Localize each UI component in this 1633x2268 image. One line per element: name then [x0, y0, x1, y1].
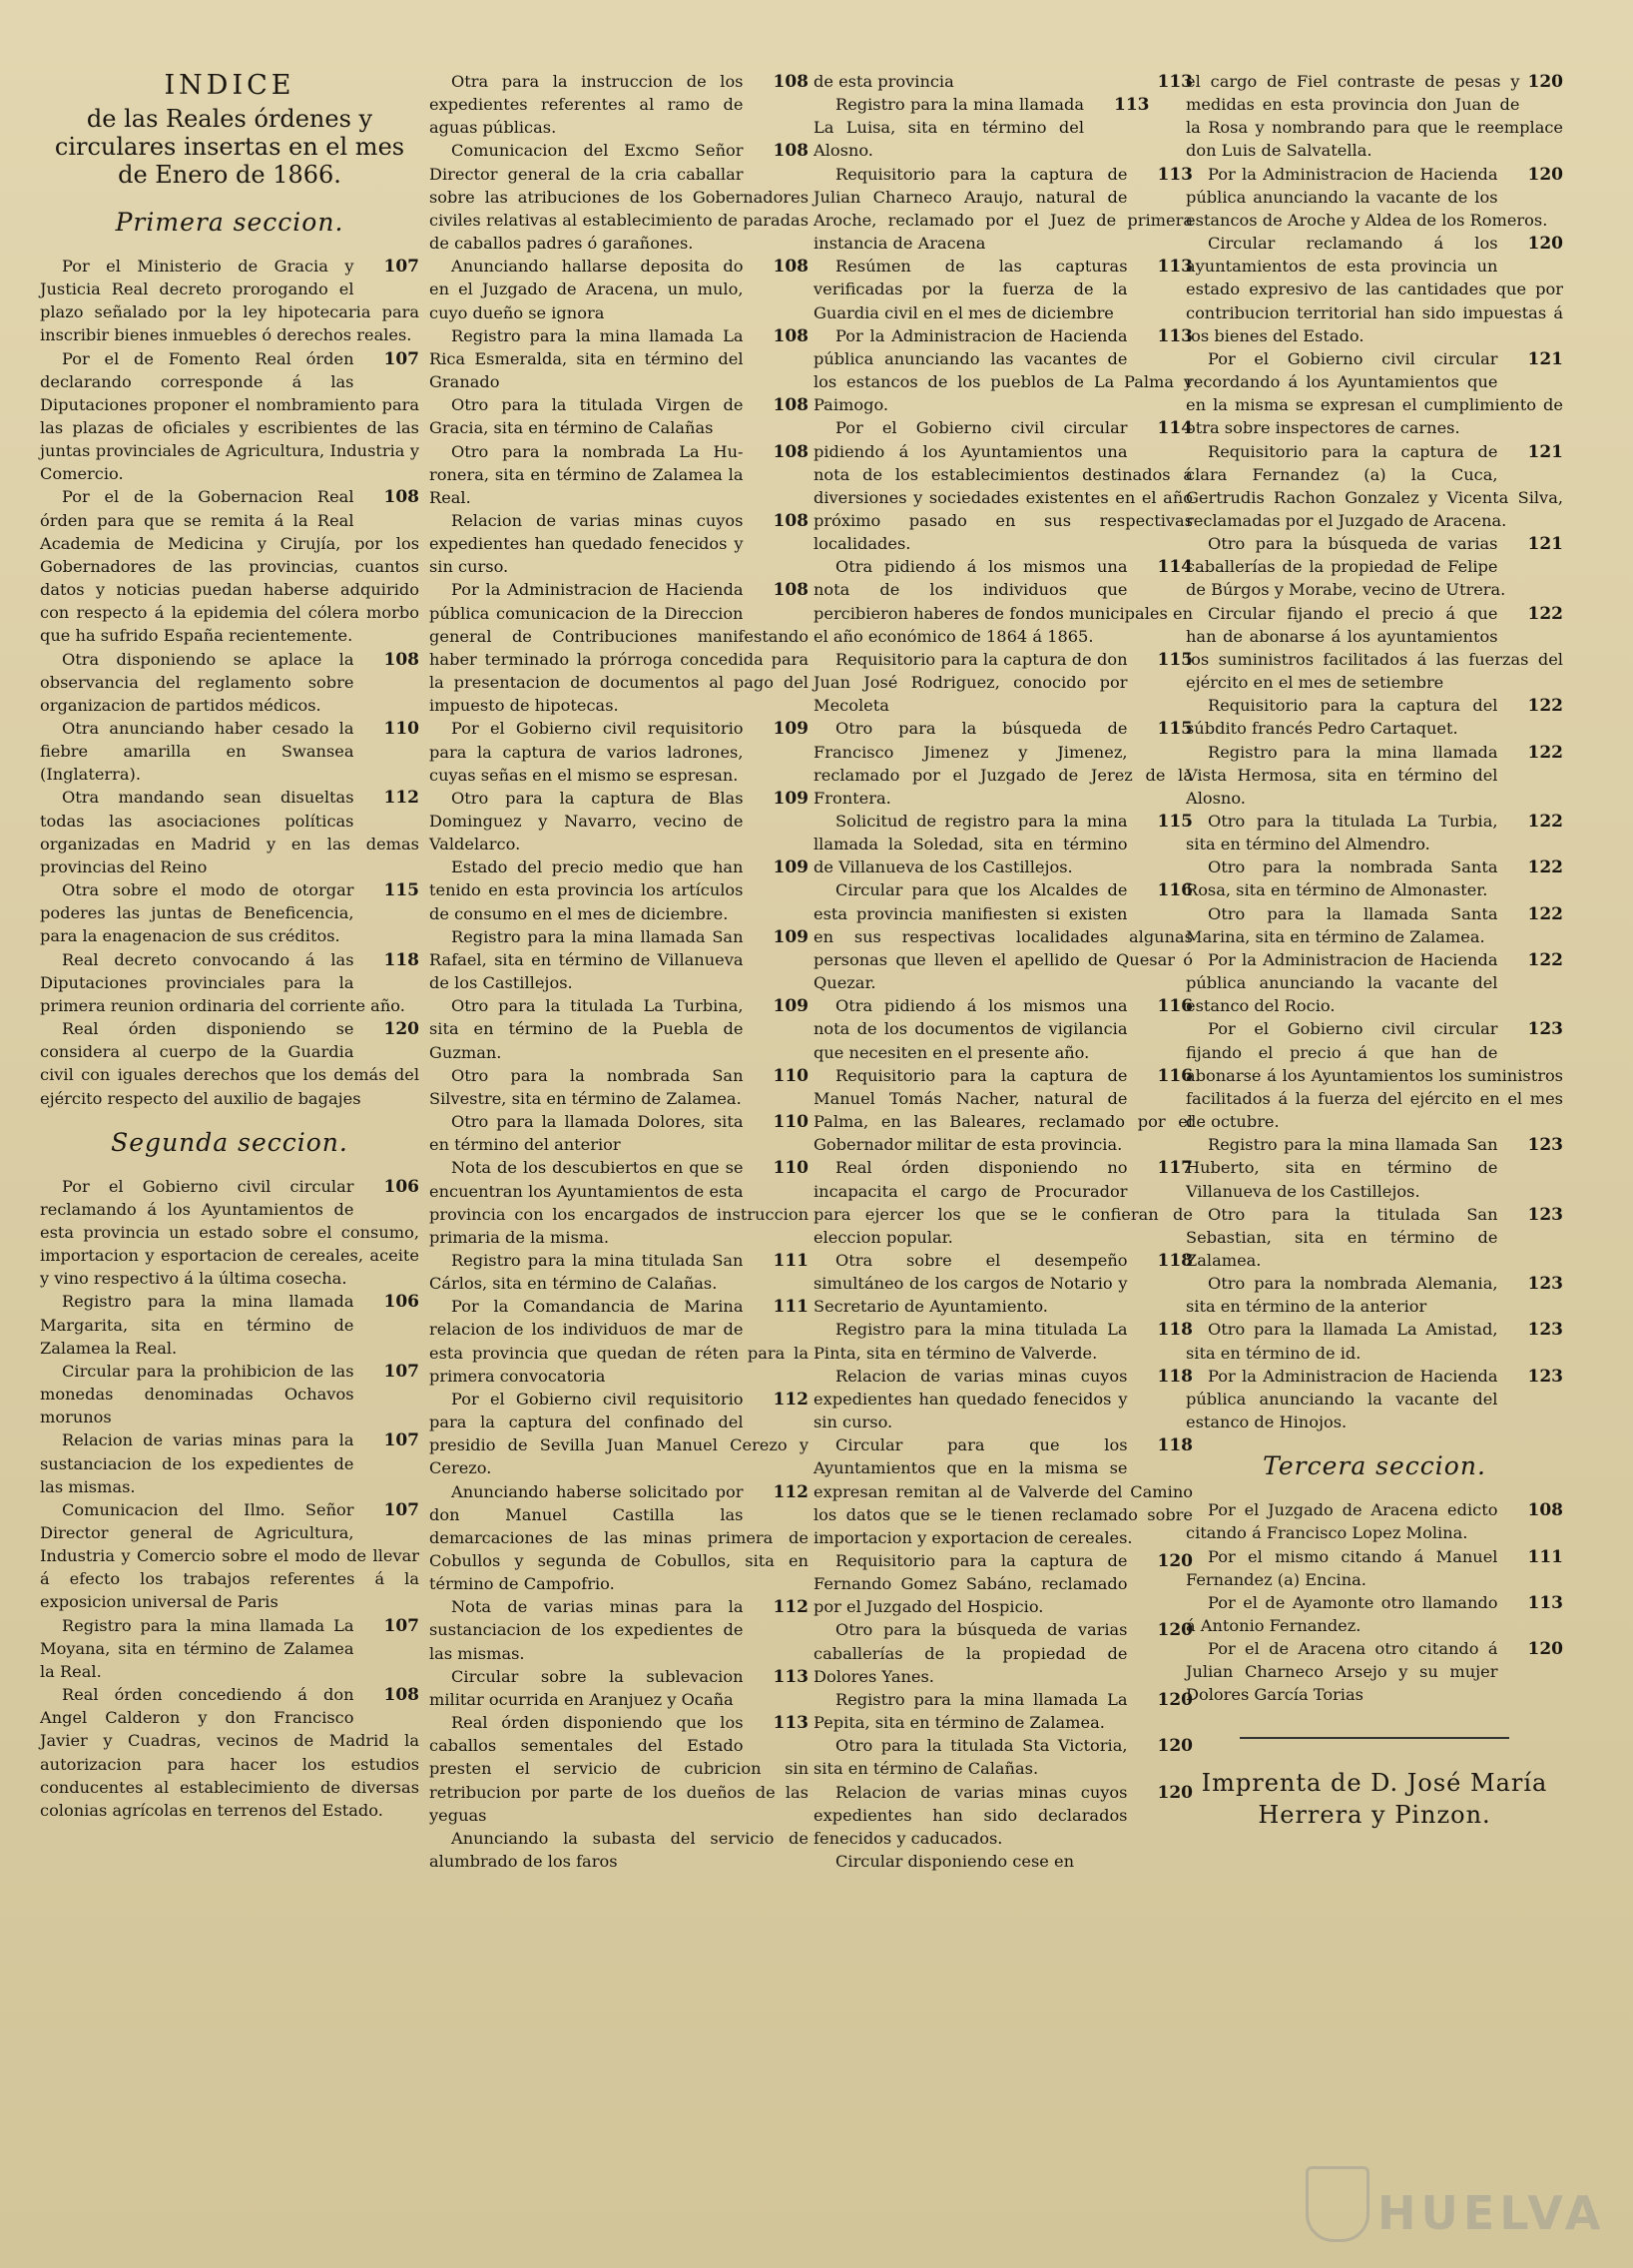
imprint: [1186, 1767, 1563, 1832]
entry-text: Por la Administracion de Hacienda pública anunciando la vacante del estanco del Rocio.: [1186, 949, 1498, 1016]
index-entry: [429, 1480, 809, 1596]
entry-text: Por el de Ayamonte otro llamando á Antonio Fernandez.: [1186, 1592, 1498, 1635]
entry-text: Por la Administracion de Hacienda pública anunciando las vacantes de los estancos de los pueblos de La Palma y Paimogo.: [814, 325, 1193, 415]
index-entry: [1186, 1637, 1563, 1706]
archive-watermark: [1306, 2158, 1605, 2248]
index-entry: [429, 1249, 809, 1295]
page-number: 114: [1157, 557, 1193, 578]
page-number: 110: [773, 1112, 809, 1133]
index-entry: [1186, 810, 1563, 855]
entry-text: Otro para la titulada La Turbia, sita en término del Almendro.: [1186, 812, 1498, 854]
index-entry: [40, 1360, 419, 1428]
page-number: 108: [773, 395, 809, 416]
page-number: 106: [383, 1176, 419, 1197]
entry-text: Otro para la búsqueda de Francisco Jimenez y Jimenez, reclamado por el Juzgado de Jerez de la Frontera.: [814, 719, 1193, 808]
page-number: 120: [1527, 72, 1563, 92]
entry-text: Otra para la instruccion de los expedientes referentes al ramo de aguas públicas.: [429, 72, 744, 138]
index-entry: [1186, 1318, 1563, 1364]
index-entry: [1186, 694, 1563, 740]
page-number: 115: [1157, 649, 1193, 670]
page-number: 114: [1157, 418, 1193, 439]
page-number: 122: [1527, 603, 1563, 624]
entry-text: Por el de Fomento Real órden declarando corresponde á las Diputaciones proponer el nombramiento para las plazas de oficiales y escribientes de las juntas provinciales de Agricultura, Industria y Comercio.: [40, 348, 419, 484]
entry-text: Por la Administracion de Hacienda pública comunicacion de la Direccion general de Contribuciones manifestando haber terminado la prórroga concedida para la presentacion de documentos al pago del impuesto de hipotecas.: [429, 580, 809, 716]
page-number: 122: [1527, 812, 1563, 832]
index-entry: [1186, 741, 1563, 810]
entry-text: Otro para la llamada Santa Marina, sita en término de Zalamea.: [1186, 903, 1498, 946]
index-subtitle: de las Reales órdenes y circulares insertas en el mes de Enero de 1866.: [54, 105, 405, 190]
page-number: 109: [773, 926, 809, 947]
entry-text: Por el Gobierno civil circular pidiendo á los Ayuntamientos una nota de los establecimientos destinados á diversiones y sociedades existentes en el año próximo pasado en sus respectivas localidades.: [814, 418, 1193, 554]
page-number: 109: [773, 788, 809, 809]
page-number: 122: [1527, 949, 1563, 970]
entry-text: el cargo de Fiel contraste de pesas y medidas en esta provincia don Juan de la Rosa y nombrando para que le reemplace don Luis de Salvatella.: [1186, 72, 1563, 161]
entry-text: Nota de los descubiertos en que se encuentran los Ayuntamientos de esta provincia con los encargados de instruccion primaria de la misma.: [429, 1158, 809, 1247]
entry-list-second: [40, 1175, 419, 1822]
page-number: 113: [1157, 72, 1193, 92]
page-number: 122: [1527, 857, 1563, 878]
section-title-second: Segunda seccion.: [111, 1127, 348, 1157]
page-number: 121: [1527, 534, 1563, 555]
entry-text: Otra sobre el modo de otorgar poderes las juntas de Beneficencia, para la enagenacion de sus créditos.: [40, 880, 354, 946]
index-entry: [814, 1156, 1193, 1249]
entry-list-third: [1186, 1498, 1563, 1706]
entry-text: Registro para la mina llamada Vista Hermosa, sita en término del Alosno.: [1186, 742, 1498, 808]
page-number: 112: [773, 1481, 809, 1502]
index-entry: [429, 1295, 809, 1388]
page-number: 109: [773, 996, 809, 1017]
index-entry: [814, 1433, 1193, 1549]
index-entry: [40, 347, 419, 486]
index-entry: [814, 1734, 1193, 1780]
page-number: 121: [1527, 348, 1563, 369]
index-entry: [1186, 902, 1563, 948]
entry-text: Otro para la titulada San Sebastian, sita en término de Zalamea.: [1186, 1204, 1498, 1270]
entry-text: Nota de varias minas para la sustanciacion de los expedientes de las mismas.: [429, 1597, 744, 1663]
page-number: 110: [773, 1158, 809, 1179]
entry-text: Por el de la Gobernacion Real órden para que se remita á la Real Academia de Medicina y Cirujía, por los Gobernadores de las provincias, cuantos datos y noticias puedan haberse adquirido con respecto á la epidemia del cólera morbo que ha sufrido España recientemente.: [40, 487, 419, 646]
entry-text: Anunciando la subasta del servicio de alumbrado de los faros: [429, 1828, 809, 1872]
entry-text: Circular disponiendo cese en: [835, 1852, 1075, 1872]
entry-text: Por la Administracion de Hacienda pública anunciando la vacante del estanco de Hinojos.: [1186, 1366, 1498, 1432]
index-entry: [814, 255, 1193, 323]
index-entry: [1186, 1365, 1563, 1433]
entry-text: Por el Gobierno civil circular reclamando á los Ayuntamientos de esta provincia un estado sobre el consumo, importacion y esportacion de cereales, aceite y vino respectivo á la última cosecha.: [40, 1176, 419, 1289]
index-entry: [429, 393, 809, 439]
entry-text: Circular reclamando á los ayuntamientos de esta provincia un estado expresivo de las cantidades que por contribucion territorial han sido impuestas á los bienes del Estado.: [1186, 234, 1563, 345]
page-number: 107: [383, 256, 419, 277]
index-entry: [429, 994, 809, 1063]
entry-text: Circular sobre la sublevacion militar ocurrida en Aranjuez y Ocaña: [429, 1666, 744, 1709]
entry-text: Estado del precio medio que han tenido en esta provincia los artículos de consumo en el mes de diciembre.: [429, 857, 744, 923]
page-number: 107: [383, 1615, 419, 1636]
index-entry: [429, 440, 809, 509]
entry-text: Otra disponiendo se aplace la observancia del reglamento sobre organizacion de partidos médicos.: [40, 649, 354, 715]
page-number: 122: [1527, 742, 1563, 763]
index-entry: [814, 1850, 1193, 1873]
index-entry: [1186, 347, 1563, 440]
page-number: 120: [1527, 1639, 1563, 1660]
page-number: 123: [1527, 1274, 1563, 1295]
page-number: 120: [1157, 1736, 1193, 1757]
page-number: 116: [1157, 1065, 1193, 1086]
entry-text: Por el Juzgado de Aracena edicto citando á Francisco Lopez Molina.: [1186, 1500, 1498, 1543]
index-entry: [1186, 602, 1563, 695]
column-1: [40, 70, 419, 1822]
page-number: 107: [383, 1499, 419, 1520]
index-entry: [814, 70, 1193, 93]
page-number: 112: [773, 1389, 809, 1410]
index-entry: [814, 93, 1193, 162]
entry-text: Por el Gobierno civil circular fijando el precio á que han de abonarse á los Ayuntamientos los suministros facilitados á la fuerza del ejército en el mes de octubre.: [1186, 1019, 1563, 1132]
column-3: [814, 70, 1193, 1873]
index-entry: [1186, 1017, 1563, 1133]
watermark-text: HUELVA: [1377, 2186, 1606, 2240]
page-number: 111: [773, 1297, 809, 1318]
entry-text: Anunciando hallarse deposita do en el Juzgado de Aracena, un mulo, cuyo dueño se ignora: [429, 257, 744, 322]
entry-text: Registro para la mina llamada La Luisa, sita en término del Alosno.: [814, 95, 1084, 161]
index-entry: [1186, 532, 1563, 601]
entry-text: Otro para la titulada Virgen de Gracia, sita en término de Calañas: [429, 395, 744, 438]
index-entry: [814, 163, 1193, 256]
section-title-first: Primera seccion.: [115, 207, 344, 237]
page-number: 108: [383, 1685, 419, 1706]
page-number: 108: [773, 510, 809, 531]
page-number: 111: [773, 1250, 809, 1271]
page-number: 123: [1527, 1019, 1563, 1040]
index-entry: [429, 1595, 809, 1664]
entry-list-col3: [814, 70, 1193, 1873]
page-number: 108: [383, 649, 419, 670]
index-entry: [40, 1017, 419, 1110]
index-entry: [814, 1549, 1193, 1618]
index-entry: [814, 324, 1193, 417]
page-number: 113: [773, 1666, 809, 1687]
section-title-third: Tercera seccion.: [1263, 1451, 1486, 1481]
index-entry: [429, 1064, 809, 1110]
index-entry: [814, 878, 1193, 994]
index-entry: [814, 1318, 1193, 1364]
index-entry: [1186, 1272, 1563, 1318]
index-entry: [1186, 1591, 1563, 1637]
page-number: 120: [1157, 1620, 1193, 1641]
column-4: [1186, 70, 1563, 1831]
column-2: [429, 70, 809, 1873]
entry-text: Comunicacion del Ilmo. Señor Director general de Agricultura, Industria y Comercio sobre el modo de llevar á efecto los trabajos referentes á la exposicion universal de Paris: [40, 1499, 419, 1612]
index-entry: [40, 1498, 419, 1614]
entry-text: Por el Gobierno civil requisitorio para la captura de varios ladrones, cuyas señas en el mismo se espresan.: [429, 719, 744, 785]
index-entry: [1186, 1545, 1563, 1591]
entry-text: Otra pidiendo á los mismos una nota de los documentos de vigilancia que necesiten en el presente año.: [814, 996, 1128, 1062]
page-number: 108: [1527, 1500, 1563, 1521]
page-number: 123: [1527, 1204, 1563, 1225]
entry-text: Requisitorio para la captura de clara Fernandez (a) la Cuca, Gertrudis Rachon Gonzalez y Vicenta Silva, reclamadas por el Juzgado de Aracena.: [1186, 441, 1563, 530]
index-entry: [429, 1156, 809, 1249]
index-entry: [40, 1290, 419, 1359]
page-number: 110: [773, 1065, 809, 1086]
page-number: 122: [1527, 696, 1563, 717]
imprint-line-2: Herrera y Pinzon.: [1258, 1801, 1491, 1830]
index-entry: [40, 786, 419, 878]
page-number: 116: [1157, 996, 1193, 1017]
index-entry: [429, 578, 809, 717]
page-number: 116: [1157, 880, 1193, 901]
entry-text: Otra pidiendo á los mismos una nota de los individuos que percibieron haberes de fondos municipales en el año económico de 1864 á 1865.: [814, 557, 1193, 646]
entry-text: Otra sobre el desempeño simultáneo de los cargos de Notario y Secretario de Ayuntamiento.: [814, 1250, 1128, 1317]
entry-text: Relacion de varias minas cuyos expedientes han quedado fenecidos y sin curso.: [814, 1366, 1128, 1432]
index-entry: [40, 255, 419, 347]
entry-text: Por el Gobierno civil requisitorio para la captura del confinado del presidio de Sevilla Juan Manuel Cerezo y Cerezo.: [429, 1389, 809, 1478]
page-number: 120: [1527, 234, 1563, 255]
entry-text: Circular para que los Alcaldes de esta provincia manifiesten si existen en sus respectivas localidades algunas personas que lleven el apellido de Quesar ó Quezar.: [814, 880, 1193, 993]
index-entry: [40, 648, 419, 717]
index-entry: [814, 717, 1193, 810]
page-number: 112: [383, 788, 419, 809]
index-entry: [814, 648, 1193, 717]
index-entry: [40, 1683, 419, 1822]
index-entry: [429, 787, 809, 855]
entry-text: Relacion de varias minas cuyos expedientes han quedado fenecidos y sin curso.: [429, 510, 744, 577]
entry-text: Por el Ministerio de Gracia y Justicia Real decreto prorogando el plazo señalado por la ley hipotecaria para inscribir bienes inmuebles ó derechos reales.: [40, 256, 419, 345]
index-entry: [1186, 855, 1563, 901]
entry-text: Registro para la mina llamada La Pepita, sita en término de Zalamea.: [814, 1689, 1128, 1733]
entry-text: Circular fijando el precio á que han de abonarse á los ayuntamientos los suministros facilitados á las fuerzas del ejército en el mes de setiembre: [1186, 603, 1563, 693]
index-entry: [429, 855, 809, 924]
page-number: 108: [773, 325, 809, 346]
page-number: 106: [383, 1292, 419, 1313]
index-entry: [1186, 948, 1563, 1017]
entry-text: Resúmen de las capturas verificadas por la fuerza de la Guardia civil en el mes de diciembre: [814, 257, 1128, 322]
page-number: 121: [1527, 441, 1563, 462]
entry-list-first: [40, 255, 419, 1110]
index-entry: [40, 948, 419, 1017]
page-number: 118: [1157, 1250, 1193, 1271]
page-number: 120: [1157, 1782, 1193, 1803]
entry-text: Por el de Aracena otro citando á Julian Charneco Arsejo y su mujer Dolores García Torias: [1186, 1639, 1498, 1705]
entry-text: Registro para la mina llamada Margarita, sita en término de Zalamea la Real.: [40, 1292, 354, 1358]
page-number: 107: [383, 1430, 419, 1451]
page-number: 107: [383, 1361, 419, 1382]
entry-text: Registro para la mina llamada San Rafael, sita en término de Villanueva de los Castillejos.: [429, 926, 744, 993]
entry-text: Otro para la búsqueda de varias caballerías de la propiedad de Dolores Yanes.: [814, 1620, 1128, 1686]
index-entry: [1186, 1203, 1563, 1272]
page-number: 113: [1114, 95, 1150, 116]
index-title: INDICE: [164, 70, 295, 101]
index-entry: [429, 70, 809, 139]
page-number: 108: [773, 580, 809, 601]
page-number: 118: [1157, 1366, 1193, 1387]
entry-text: Otro para la llamada La Amistad, sita en término de id.: [1186, 1320, 1498, 1363]
entry-text: Requisitorio para la captura de Manuel Tomás Nacher, natural de Palma, en las Baleares, reclamado por el Gobernador militar de esta provincia.: [814, 1065, 1193, 1155]
entry-text: Registro para la mina llamada San Huberto, sita en término de Villanueva de los Castillejos.: [1186, 1135, 1498, 1201]
index-entry: [40, 878, 419, 947]
entry-text: de esta provincia: [814, 72, 954, 91]
page-number: 123: [1527, 1320, 1563, 1341]
entry-text: Otra anunciando haber cesado la fiebre amarilla en Swansea (Inglaterra).: [40, 719, 354, 785]
index-entry: [814, 810, 1193, 878]
index-entry: [40, 717, 419, 786]
page-number: 115: [1157, 719, 1193, 740]
index-entry: [814, 1064, 1193, 1157]
entry-text: Por el Gobierno civil circular recordando á los Ayuntamientos que en la misma se expresan el cumplimiento de otra sobre inspectores de carnes.: [1186, 348, 1563, 438]
entry-text: Real decreto convocando á las Diputaciones provinciales para la primera reunion ordinaria del corriente año.: [40, 949, 405, 1015]
page-number: 120: [1157, 1689, 1193, 1710]
entry-text: Anunciando haberse solicitado por don Manuel Castilla las demarcaciones de las minas primera de Cobullos y segunda de Cobullos, sita en término de Campofrio.: [429, 1481, 809, 1594]
entry-text: Circular para la prohibicion de las monedas denominadas Ochavos morunos: [40, 1361, 354, 1427]
page-number: 111: [1527, 1546, 1563, 1567]
entry-text: Otro para la titulada La Turbina, sita en término de la Puebla de Guzman.: [429, 996, 744, 1062]
entry-text: Por la Comandancia de Marina relacion de los individuos de mar de esta provincia que quedan de réten para la primera convocatoria: [429, 1297, 809, 1386]
page-number: 113: [1157, 257, 1193, 278]
index-entry: [814, 1365, 1193, 1433]
page-number: 110: [383, 719, 419, 739]
index-entry: [40, 485, 419, 647]
index-entry: [1186, 1133, 1563, 1202]
entry-text: Solicitud de registro para la mina llamada la Soledad, sita en término de Villanueva de los Castillejos.: [814, 812, 1128, 877]
page-number: 108: [773, 141, 809, 162]
entry-text: Relacion de varias minas cuyos expedientes han sido declarados fenecidos y caducados.: [814, 1782, 1128, 1848]
index-entry: [814, 1781, 1193, 1850]
entry-text: Requisitorio para la captura de Fernando Gomez Sabáno, reclamado por el Juzgado del Hospicio.: [814, 1551, 1128, 1617]
index-entry: [429, 925, 809, 994]
index-entry: [429, 1388, 809, 1480]
entry-text: Real órden disponiendo no incapacita el cargo de Procurador para ejercer los que se le confieran de eleccion popular.: [814, 1158, 1193, 1247]
page-number: 109: [773, 719, 809, 740]
page-number: 120: [1157, 1551, 1193, 1571]
index-entry: [1186, 1498, 1563, 1544]
shield-icon: [1306, 2166, 1369, 2242]
entry-text: Otro para la llamada Dolores, sita en término del anterior: [429, 1112, 744, 1155]
index-entry: [814, 1688, 1193, 1734]
page-number: 115: [383, 880, 419, 901]
entry-list-col2: [429, 70, 809, 1873]
index-entry: [40, 1175, 419, 1291]
entry-text: Circular para que los Ayuntamientos que en la misma se expresan remitan al de Valverde del Camino los datos que se le tienen reclamado sobre importacion y exportacion de cereales.: [814, 1435, 1193, 1547]
index-entry: [429, 1827, 809, 1873]
entry-text: Otro para la titulada Sta Victoria, sita en término de Calañas.: [814, 1736, 1128, 1779]
entry-text: Otra mandando sean disueltas todas las asociaciones políticas organizadas en Madrid y en las demas provincias del Reino: [40, 788, 419, 876]
page-number: 113: [1157, 164, 1193, 185]
entry-list-col4: [1186, 70, 1563, 1433]
entry-text: Otro para la nombrada La Hu-ronera, sita en término de Zalamea la Real.: [429, 441, 744, 507]
index-entry: [814, 416, 1193, 555]
entry-text: Otro para la búsqueda de varias caballerías de la propiedad de Felipe de Búrgos y Morabe, vecino de Utrera.: [1186, 534, 1506, 600]
entry-text: Otro para la nombrada Santa Rosa, sita en término de Almonaster.: [1186, 857, 1498, 900]
page-number: 108: [773, 72, 809, 92]
page-number: 113: [773, 1713, 809, 1734]
entry-text: Otro para la nombrada Alemania, sita en término de la anterior: [1186, 1274, 1498, 1317]
index-entry: [429, 139, 809, 255]
page-number: 108: [383, 487, 419, 508]
entry-text: Otro para la captura de Blas Dominguez y Navarro, vecino de Valdelarco.: [429, 788, 744, 854]
index-entry: [814, 994, 1193, 1063]
index-entry: [429, 717, 809, 786]
entry-text: Registro para la mina llamada La Rica Esmeralda, sita en término del Granado: [429, 325, 744, 392]
entry-text: Registro para la mina llamada La Moyana, sita en término de Zalamea la Real.: [40, 1615, 354, 1681]
index-entry: [429, 1711, 809, 1827]
index-entry: [814, 1249, 1193, 1318]
entry-text: Requisitorio para la captura de don Juan José Rodriguez, conocido por Mecoleta: [814, 649, 1128, 716]
page-number: 123: [1527, 1366, 1563, 1387]
page-number: 113: [1157, 325, 1193, 346]
index-entry: [429, 324, 809, 393]
page-number: 108: [773, 257, 809, 278]
index-entry: [814, 555, 1193, 648]
entry-text: Registro para la mina titulada La Pinta, sita en término de Valverde.: [814, 1320, 1128, 1363]
page-number: 117: [1157, 1158, 1193, 1179]
index-entry: [1186, 70, 1563, 163]
entry-text: Relacion de varias minas para la sustanciacion de los expedientes de las mismas.: [40, 1430, 354, 1496]
imprint-line-1: Imprenta de D. José María: [1201, 1768, 1548, 1797]
entry-text: Por el mismo citando á Manuel Fernandez (a) Encina.: [1186, 1546, 1498, 1589]
page-number: 109: [773, 857, 809, 878]
entry-text: Real órden disponiendo que los caballos sementales del Estado presten el servicio de cubricion sin retribucion por parte de los dueños de las yeguas: [429, 1713, 809, 1825]
page-number: 107: [383, 348, 419, 369]
divider-rule: [1240, 1737, 1509, 1739]
index-entry: [429, 1665, 809, 1711]
page-number: 115: [1157, 812, 1193, 832]
entry-text: Comunicacion del Excmo Señor Director general de la cria caballar sobre las atribuciones de los Gobernadores civiles relativas al establecimiento de paradas de caballos padres ó garañones.: [429, 141, 809, 254]
page-number: 118: [1157, 1435, 1193, 1456]
index-entry: [1186, 440, 1563, 533]
index-entry: [1186, 232, 1563, 347]
page-number: 118: [383, 949, 419, 970]
entry-text: Real órden concediendo á don Angel Calderon y don Francisco Javier y Cuadras, vecinos de Madrid la autorizacion para hacer los estudios conducentes al establecimiento de diversas colonias agrícolas en terrenos del Estado.: [40, 1685, 419, 1820]
page-number: 118: [1157, 1320, 1193, 1341]
index-entry: [429, 255, 809, 323]
page-number: 120: [383, 1019, 419, 1040]
page-number: 122: [1527, 903, 1563, 924]
index-entry: [814, 1618, 1193, 1687]
entry-text: Real órden disponiendo se considera al cuerpo de la Guardia civil con iguales derechos que los demás del ejército respecto del auxilio de bagajes: [40, 1019, 419, 1108]
entry-text: Registro para la mina titulada San Cárlos, sita en término de Calañas.: [429, 1250, 744, 1294]
index-entry: [1186, 163, 1563, 232]
entry-text: Otro para la nombrada San Silvestre, sita en término de Zalamea.: [429, 1065, 744, 1108]
page-number: 108: [773, 441, 809, 462]
index-entry: [40, 1614, 419, 1683]
page-number: 112: [773, 1597, 809, 1618]
page-number: 123: [1527, 1135, 1563, 1156]
entry-text: Por la Administracion de Hacienda pública anunciando la vacante de los estancos de Aroche y Aldea de los Romeros.: [1186, 164, 1548, 230]
index-entry: [429, 509, 809, 578]
page-number: 113: [1527, 1592, 1563, 1613]
page-number: 120: [1527, 164, 1563, 185]
index-entry: [40, 1428, 419, 1497]
entry-text: Requisitorio para la captura del súbdito francés Pedro Cartaquet.: [1186, 696, 1498, 739]
index-entry: [429, 1110, 809, 1156]
entry-text: Requisitorio para la captura de Julian Charneco Araujo, natural de Aroche, reclamado por el Juez de primera instancia de Aracena: [814, 164, 1193, 254]
